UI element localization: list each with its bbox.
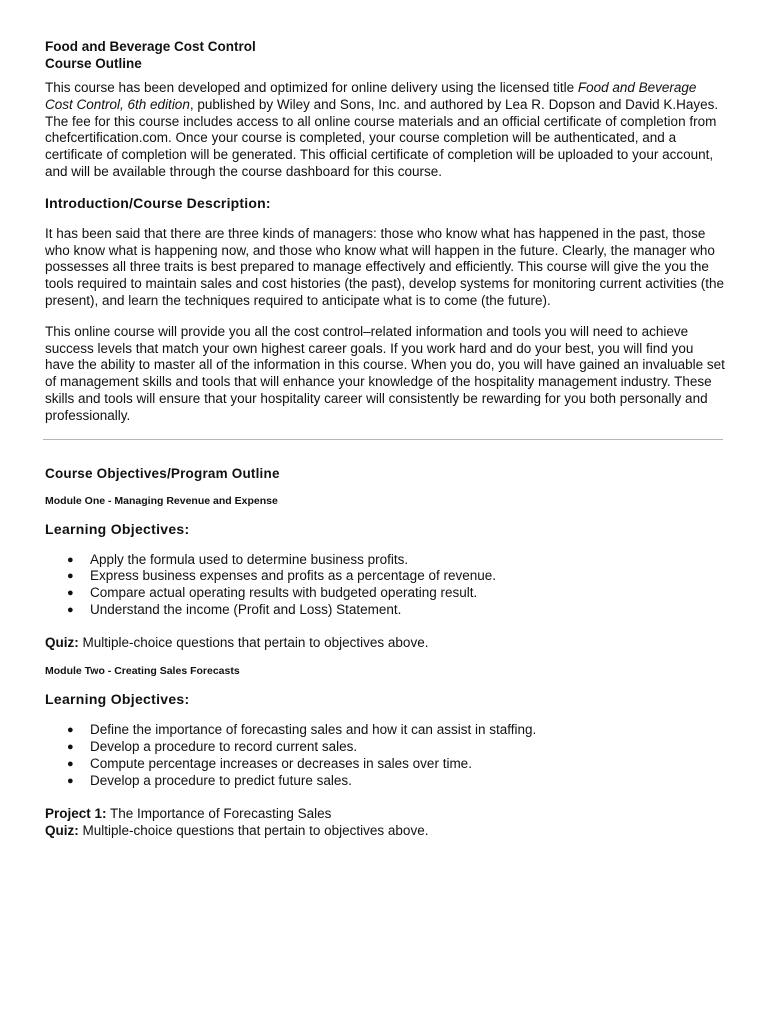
document-page xyxy=(45,38,725,839)
module-one-quiz xyxy=(45,634,725,651)
objective-text: Define the importance of forecasting sales and how it can assist in staffing. xyxy=(90,722,537,738)
quiz-label: Quiz: xyxy=(45,635,79,651)
list-item xyxy=(67,739,725,756)
project-label: Project 1: xyxy=(45,805,107,821)
description-paragraph-2: This online course will provide you all the cost control–related information and tools you will need to achieve success levels that match your own highest career goals. If you work hard and do your best, you will find you have the ability to master all of the information in this course. When you do, you will have gained an invaluable set of management skills and tools that will enhance your knowledge of the hospitality management industry. These skills and tools will ensure that your hospitality career will consistently be rewarding for you both personally and professionally. xyxy=(45,323,725,423)
project-text: The Importance of Forecasting Sales xyxy=(106,805,332,821)
module-two-objectives-heading: Learning Objectives: xyxy=(45,691,190,708)
bullet-icon: ● xyxy=(67,570,74,583)
description-paragraph-1: It has been said that there are three kinds of managers: those who know what has happened in the past, those who know what is happening now, and those who know what will happen in the future. Clearly, the manager who possesses all three traits is best prepared to manage effectively and efficiently. This course will give the you the tools required to maintain sales and cost histories (the past), develop systems for monitoring current activities (the present), and learn the techniques required to anticipate what is to come (the future). xyxy=(45,225,725,308)
intro-text-end: , published by Wiley and Sons, Inc. and authored by Lea R. Dopson and David K.Hayes. The fee for this course includes access to all online course materials and an official certificate of completion from chefcertification.com. Once your course is completed, your course completion will be authenticated, and a certificate of completion will be generated. This official certificate of completion will be uploaded to your account, and will be available through the course dashboard for this course. xyxy=(45,96,719,179)
objective-text: Compute percentage increases or decreases in sales over time. xyxy=(90,755,472,771)
list-item xyxy=(67,602,725,619)
document-subtitle: Course Outline xyxy=(45,56,142,71)
intro-paragraph xyxy=(45,80,725,181)
bullet-icon: ● xyxy=(67,604,74,617)
book-title: Food and Beverage Cost Control, 6th edition xyxy=(45,80,697,112)
list-item xyxy=(67,585,725,602)
list-item xyxy=(67,755,725,773)
objective-text: Compare actual operating results with budgeted operating result. xyxy=(90,585,478,601)
module-two-objectives-list xyxy=(45,722,725,790)
objective-text: Develop a procedure to record current sales. xyxy=(90,739,358,755)
quiz-text: Multiple-choice questions that pertain to objectives above. xyxy=(78,822,429,838)
module-two-quiz xyxy=(45,822,725,839)
module-one-objectives-heading: Learning Objectives: xyxy=(45,520,190,537)
module-two-assignments xyxy=(45,805,725,839)
objective-text: Express business expenses and profits as a percentage of revenue. xyxy=(90,568,496,584)
bullet-icon: ● xyxy=(67,774,74,787)
quiz-label: Quiz: xyxy=(45,822,79,838)
list-item xyxy=(67,551,725,569)
document-title: Food and Beverage Cost Control xyxy=(45,39,256,54)
module-two-title: Module Two - Creating Sales Forecasts xyxy=(45,665,240,678)
intro-text-start: This course has been developed and optimized for online delivery using the licensed title xyxy=(45,80,578,95)
description-heading: Introduction/Course Description: xyxy=(45,194,271,211)
quiz-text: Multiple-choice questions that pertain to objectives above. xyxy=(78,635,429,651)
objective-text: Develop a procedure to predict future sales. xyxy=(90,772,352,788)
objective-text: Apply the formula used to determine business profits. xyxy=(90,551,409,567)
bullet-icon: ● xyxy=(67,553,74,566)
list-item xyxy=(67,722,725,739)
bullet-icon: ● xyxy=(67,757,74,770)
module-one-objectives-list xyxy=(45,552,725,620)
bullet-icon: ● xyxy=(67,587,74,600)
list-item xyxy=(67,568,725,585)
list-item xyxy=(67,772,725,790)
bullet-icon: ● xyxy=(67,741,74,754)
objective-text: Understand the income (Profit and Loss) Statement. xyxy=(90,602,402,618)
module-one-title: Module One - Managing Revenue and Expense xyxy=(45,494,278,507)
outline-heading: Course Objectives/Program Outline xyxy=(45,465,280,481)
module-two-project xyxy=(45,805,725,822)
bullet-icon: ● xyxy=(67,724,74,737)
section-divider xyxy=(43,439,723,440)
